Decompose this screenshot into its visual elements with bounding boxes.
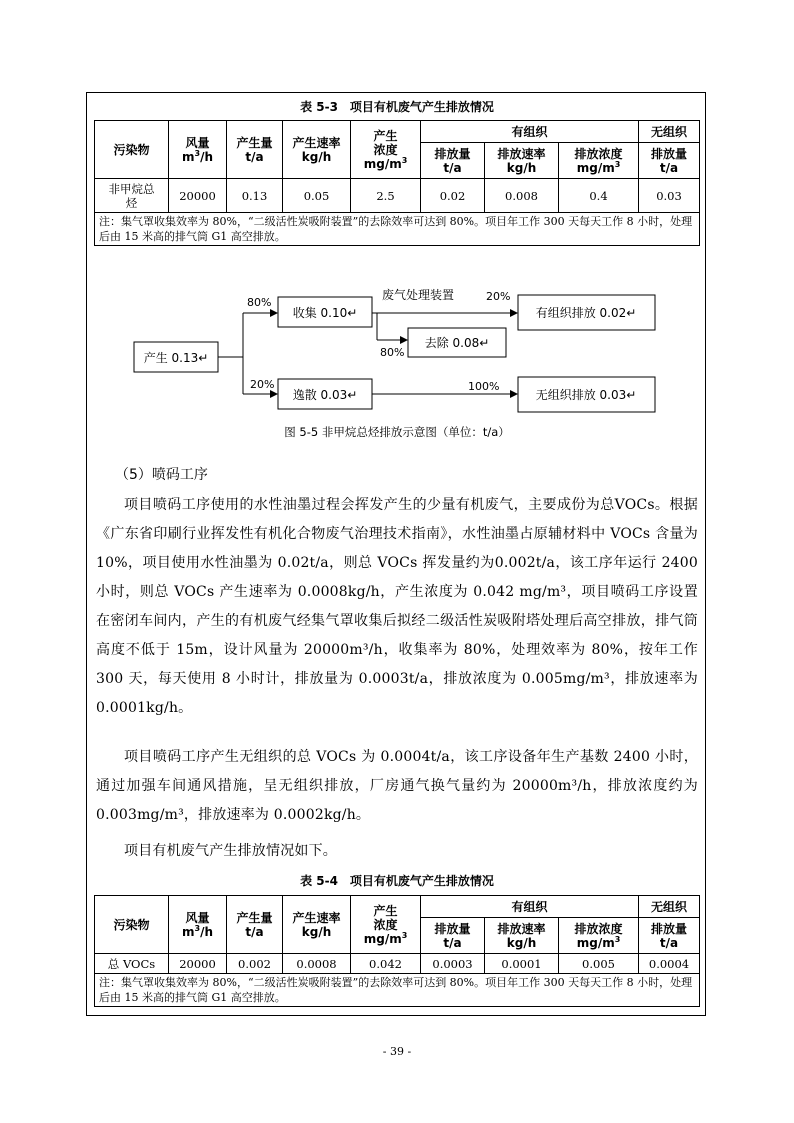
label-collect: 收集 0.10↵ <box>292 306 358 320</box>
header-organized: 有组织 <box>421 896 639 918</box>
header-emission: 排放量 t/a <box>421 918 485 954</box>
paragraph: 项目有机废气产生排放情况如下。 <box>124 843 337 859</box>
table-caption: 表 5-4 项目有机废气产生排放情况 <box>300 874 494 888</box>
figure-caption: 图 5-5 非甲烷总烃排放示意图（单位：t/a） <box>284 425 510 439</box>
table-note: 注：集气罩收集效率为 80%，“二级活性炭吸附装置”的去除效率可达到 80%。项目年工作 300 天每天工作 8 小时，处理后由 15 米高的排气筒 G1 高空排放。 <box>95 213 700 246</box>
header-air-volume: 风量 $m^3/h$ <box>169 896 227 954</box>
header-emission-rate: 排放速率 kg/h <box>485 143 559 179</box>
cell-generated: 0.13 <box>227 179 283 213</box>
header-emission-conc: 排放浓度 $mg/m^3$ <box>559 143 639 179</box>
cell-emission-rate: 0.0001 <box>485 954 559 974</box>
cell-gen-rate: 0.05 <box>283 179 351 213</box>
label-remove: 去除 0.08↵ <box>424 336 490 350</box>
header-unorg-emission: 排放量 t/a <box>639 143 700 179</box>
label-organized: 有组织排放 0.02↵ <box>535 306 637 320</box>
header-gen-conc: 产生 浓度 $mg/m^3$ <box>351 121 421 179</box>
page-number: - 39 - <box>382 1045 412 1058</box>
header-gen-rate: 产生速率 kg/h <box>283 896 351 954</box>
emission-table-5-4 <box>94 895 700 1007</box>
cell-emission-conc: 0.4 <box>559 179 639 213</box>
header-pollutant: 污染物 <box>95 896 169 954</box>
cell-pollutant: 非甲烷总烃 <box>95 179 169 213</box>
paragraph: 项目喷码工序产生无组织的总 VOCs 为 0.0004t/a，该工序设备年生产基数 2400 小时，通过加强车间通风措施，呈无组织排放，厂房通气换气量约为 20000m³/h，排放浓度约为 0.003mg/m³，排放速率为 0.0002kg/h。 <box>96 749 698 823</box>
cell-emission-conc: 0.005 <box>559 954 639 974</box>
pct-collect: 80% <box>247 296 272 309</box>
header-emission-conc: 排放浓度 $mg/m^3$ <box>559 918 639 954</box>
header-unorg-emission: 排放量 t/a <box>639 918 700 954</box>
header-emission: 排放量 t/a <box>421 143 485 179</box>
cell-emission: 0.02 <box>421 179 485 213</box>
cell-generated: 0.002 <box>227 954 283 974</box>
header-air-volume: 风量 $m^3/h$ <box>169 121 227 179</box>
cell-unorg-emission: 0.0004 <box>639 954 700 974</box>
header-pollutant: 污染物 <box>95 121 169 179</box>
cell-unorg-emission: 0.03 <box>639 179 700 213</box>
table-note: 注：集气罩收集效率为 80%，“二级活性炭吸附装置”的去除效率可达到 80%。项目年工作 300 天每天工作 8 小时，处理后由 15 米高的排气筒 G1 高空排放。 <box>95 974 700 1007</box>
cell-gen-rate: 0.0008 <box>283 954 351 974</box>
emission-flow-diagram <box>0 0 794 440</box>
label-produce: 产生 0.13↵ <box>143 351 209 365</box>
paragraph: 项目喷码工序使用的水性油墨过程会挥发产生的少量有机废气，主要成份为总VOCs。根据《广东省印刷行业挥发性有机化合物废气治理技术指南》，水性油墨占原辅材料中 VOCs 含量为 10%，项目使用水性油墨为 0.02t/a，则总 VOCs 挥发量约为0.002t/a，该工序年运行 2400 小时，则总 VOCs 产生速率为 0.0008kg/h，产生浓度为 0.042 mg/m³，项目喷码工序设置在密闭车间内，产生的有机废气经集气罩收集后拟经二级活性炭吸附塔处理后高空排放，排气筒高度不低于 15m，设计风量为 20000m³/h，收集率为 80%，处理效率为 80%，按年工作 300 天，每天使用 8 小时计，排放量为 0.0003t/a，排放浓度为 0.005mg/m³，排放速率为 0.0001kg/h。 <box>96 497 698 716</box>
cell-emission-rate: 0.008 <box>485 179 559 213</box>
cell-air-volume: 20000 <box>169 179 227 213</box>
header-gen-rate: 产生速率 kg/h <box>283 121 351 179</box>
header-unorganized: 无组织 <box>639 896 700 918</box>
cell-pollutant: 总 VOCs <box>95 954 169 974</box>
table-caption: 表 5-3 项目有机废气产生排放情况 <box>300 100 494 114</box>
pct-organized: 20% <box>486 290 511 303</box>
header-emission-rate: 排放速率 kg/h <box>485 918 559 954</box>
pct-remove: 80% <box>380 346 405 359</box>
cell-gen-conc: 2.5 <box>351 179 421 213</box>
label-device: 废气处理装置 <box>382 288 455 302</box>
header-gen-conc: 产生 浓度 $mg/m^3$ <box>351 896 421 954</box>
cell-emission: 0.0003 <box>421 954 485 974</box>
cell-air-volume: 20000 <box>169 954 227 974</box>
header-unorganized: 无组织 <box>639 121 700 143</box>
table-row <box>95 954 700 974</box>
label-unorganized: 无组织排放 0.03↵ <box>535 388 637 402</box>
header-generated: 产生量 t/a <box>227 121 283 179</box>
header-generated: 产生量 t/a <box>227 896 283 954</box>
pct-unorganized: 100% <box>468 380 500 393</box>
section-heading: （5）喷码工序 <box>115 467 208 483</box>
pct-disperse: 20% <box>250 378 275 391</box>
label-disperse: 逸散 0.03↵ <box>292 388 358 402</box>
header-organized: 有组织 <box>421 121 639 143</box>
cell-gen-conc: 0.042 <box>351 954 421 974</box>
